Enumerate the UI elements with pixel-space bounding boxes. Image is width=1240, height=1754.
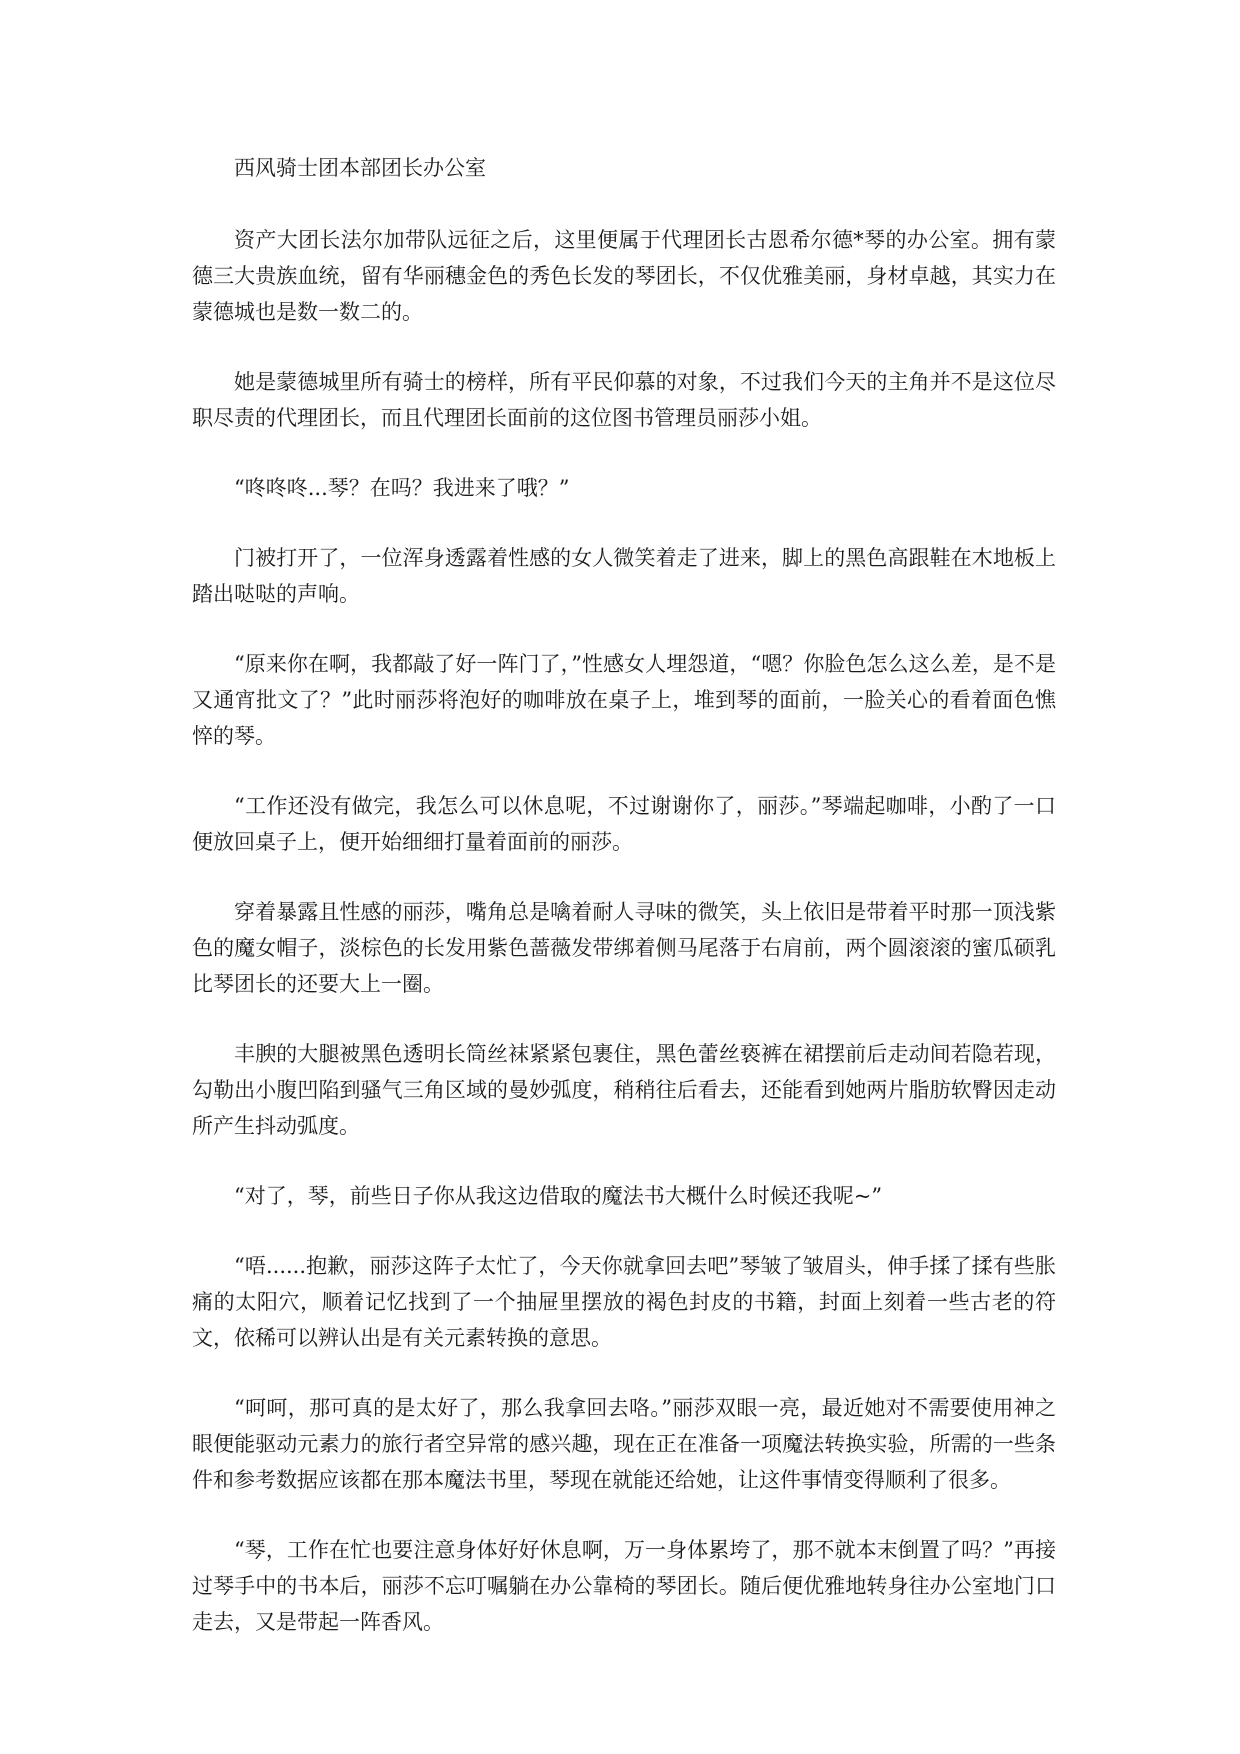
document-body	[192, 150, 1056, 1674]
paragraph-7: 穿着暴露且性感的丽莎，嘴角总是噙着耐人寻味的微笑，头上依旧是带着平时那一顶浅紫色的魔女帽子，淡棕色的长发用紫色蔷薇发带绑着侧马尾落于右肩前，两个圆滚滚的蜜瓜硕乳比琴团长的还要大上一圈。	[192, 900, 1056, 996]
paragraph-3: “咚咚咚...琴？在吗？我进来了哦？”	[234, 476, 570, 500]
paragraph-10: “唔......抱歉，丽莎这阵子太忙了，今天你就拿回去吧”琴皱了皱眉头，伸手揉了揉有些胀痛的太阳穴，顺着记忆找到了一个抽屉里摆放的褐色封皮的书籍，封面上刻着一些古老的符文，依稀可以辨认出是有关元素转换的意思。	[192, 1254, 1056, 1350]
paragraph-2: 她是蒙德城里所有骑士的榜样，所有平民仰慕的对象，不过我们今天的主角并不是这位尽职尽责的代理团长，而且代理团长面前的这位图书管理员丽莎小姐。	[192, 370, 1056, 430]
section-heading: 西风骑士团本部团长办公室	[234, 156, 486, 180]
paragraph-4: 门被打开了，一位浑身透露着性感的女人微笑着走了进来，脚上的黑色高跟鞋在木地板上踏出哒哒的声响。	[192, 546, 1056, 606]
paragraph-12: “琴，工作在忙也要注意身体好好休息啊，万一身体累垮了，那不就本末倒置了吗？”再接过琴手中的书本后，丽莎不忘叮嘱躺在办公靠椅的琴团长。随后便优雅地转身往办公室地门口走去，又是带起一阵香风。	[192, 1538, 1056, 1634]
paragraph-5: “原来你在啊，我都敲了好一阵门了，”性感女人埋怨道，“嗯？你脸色怎么这么差，是不是又通宵批文了？”此时丽莎将泡好的咖啡放在桌子上，堆到琴的面前，一脸关心的看着面色憔悴的琴。	[192, 652, 1056, 748]
paragraph-6: “工作还没有做完，我怎么可以休息呢，不过谢谢你了，丽莎。”琴端起咖啡，小酌了一口便放回桌子上，便开始细细打量着面前的丽莎。	[192, 794, 1056, 854]
paragraph-11: “呵呵，那可真的是太好了，那么我拿回去咯。”丽莎双眼一亮，最近她对不需要使用神之眼便能驱动元素力的旅行者空异常的感兴趣，现在正在准备一项魔法转换实验，所需的一些条件和参考数据应该都在那本魔法书里，琴现在就能还给她，让这件事情变得顺利了很多。	[192, 1396, 1056, 1492]
paragraph-1: 资产大团长法尔加带队远征之后，这里便属于代理团长古恩希尔德*琴的办公室。拥有蒙德三大贵族血统，留有华丽穗金色的秀色长发的琴团长，不仅优雅美丽，身材卓越，其实力在蒙德城也是数一数二的。	[192, 228, 1056, 324]
paragraph-8: 丰腴的大腿被黑色透明长筒丝袜紧紧包裹住，黑色蕾丝亵裤在裙摆前后走动间若隐若现，勾勒出小腹凹陷到骚气三角区域的曼妙弧度，稍稍往后看去，还能看到她两片脂肪软臀因走动所产生抖动弧度。	[192, 1042, 1056, 1138]
paragraph-9: “对了，琴，前些日子你从我这边借取的魔法书大概什么时候还我呢~”	[234, 1184, 883, 1208]
